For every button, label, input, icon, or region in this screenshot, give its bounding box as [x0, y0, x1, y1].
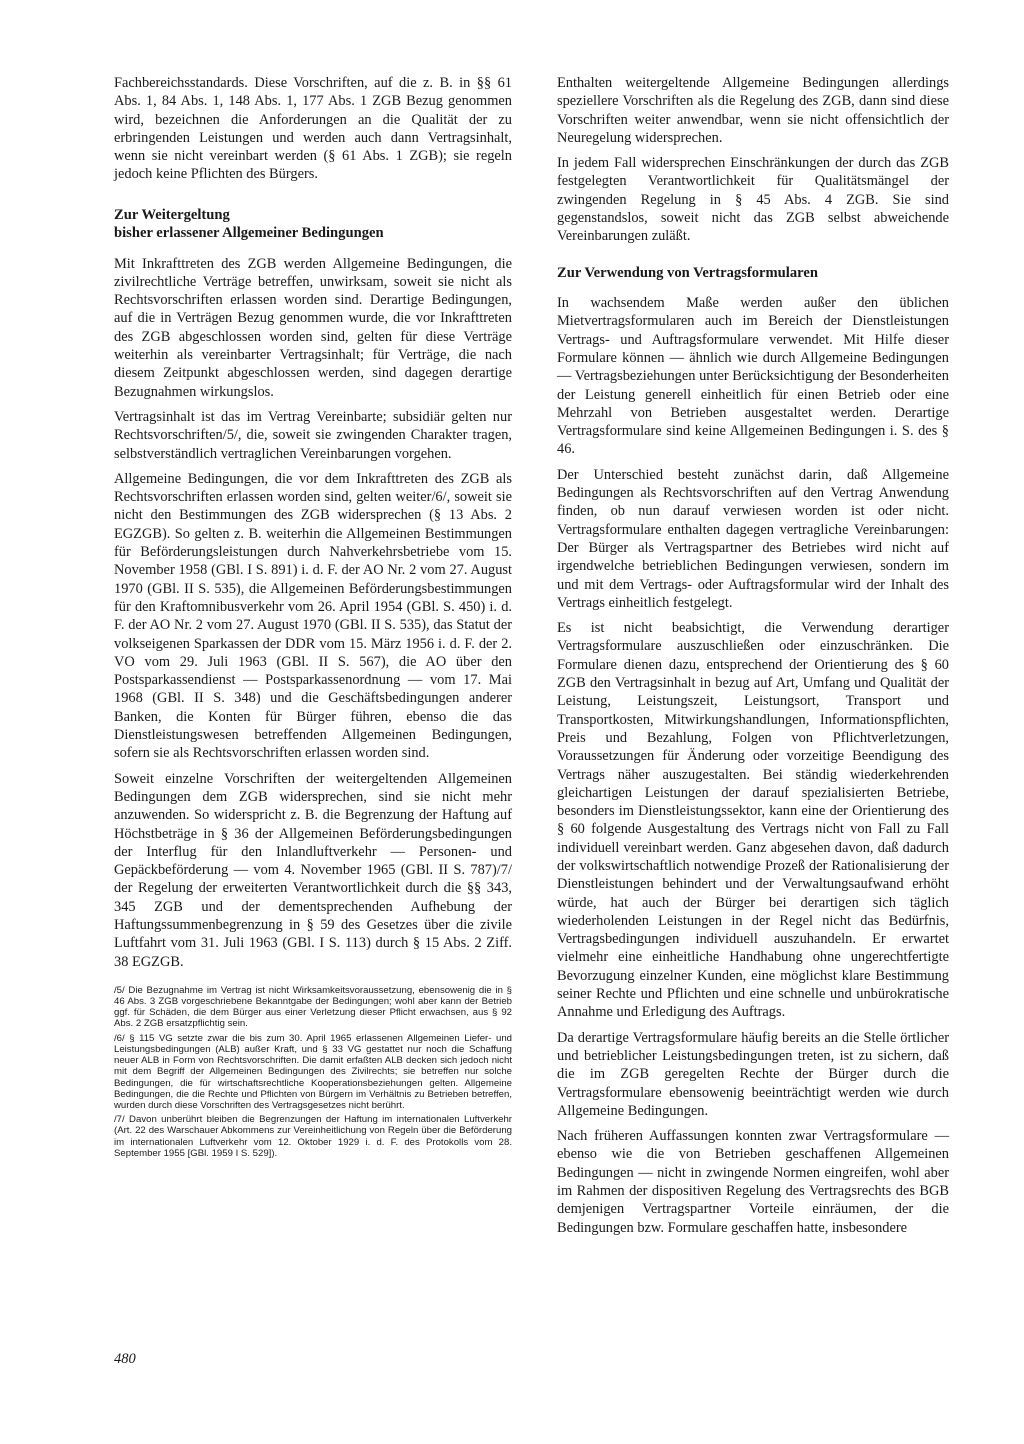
body-paragraph: Mit Inkrafttreten des ZGB werden Allgemeine Bedingungen, die zivilrechtliche Verträge betreffen, unwirksam, soweit sie nicht als Rechtsvorschriften erlassen worden sind. Derartige Bedingungen, auf die in Verträgen Bezug genommen wurde, die vor Inkrafttreten des ZGB abgeschlossen worden sind, gelten für diese Verträge weiterhin als vereinbarter Vertragsinhalt; für Verträge, die nach diesem Zeitpunkt abgeschlossen werden, sind dagegen derartige Bezugnahmen wirkungslos. [114, 255, 512, 400]
footnote-6: /6/ § 115 VG setzte zwar die bis zum 30. April 1965 erlassenen Allgemeinen Liefer- und Leistungsbedingungen (ALB) außer Kraft, und § 33 VG gestattet nur noch die Schaffung neuer ALB in Form von Rechtsvorschriften. Die damit erfaßten ALB decken sich jedoch nicht mit dem Begriff der Allgemeinen Bedingungen des Zivilrechts; sie betreffen nur solche Bedingungen, die für wirtschaftsrechtliche Kooperationsbeziehungen gelten. Allgemeine Bedingungen, die die Rechte und Pflichten von Bürgern im Verhältnis zu Betrieben betreffen, wurden durch diese Vorschriften des Vertragsgesetzes nicht berührt. [114, 1032, 512, 1111]
right-column [557, 74, 949, 1244]
footnote-5: /5/ Die Bezugnahme im Vertrag ist nicht Wirksamkeitsvoraussetzung, ebensowenig die in § 46 Abs. 3 ZGB vorgeschriebene Bekanntgabe der Bedingungen; wohl aber kann der Betrieb ggf. für Schäden, die dem Bürger aus einer Verletzung dieser Pflicht erwachsen, aus § 92 Abs. 2 ZGB ersatzpflichtig sein. [114, 984, 512, 1030]
heading-vertragsformulare: Zur Verwendung von Vertragsformularen [557, 264, 818, 281]
heading-line-2: bisher erlassener Allgemeiner Bedingungen [114, 225, 384, 242]
section-heading-vertragsformulare [557, 264, 949, 282]
body-paragraph: Allgemeine Bedingungen, die vor dem Inkrafttreten des ZGB als Rechtsvorschriften erlassen worden sind, gelten weiter/6/, soweit sie nicht den Bestimmungen des ZGB widersprechen (§ 13 Abs. 2 EGZGB). So gelten z. B. weiterhin die Allgemeinen Bestimmungen für Beförderungsleistungen durch Nahverkehrsbetriebe vom 15. November 1958 (GBl. I S. 891) i. d. F. der AO Nr. 2 vom 27. August 1970 (GBl. II S. 535), die Allgemeinen Beförderungsbestimmungen für den Kraftomnibusverkehr vom 26. April 1954 (GBl. S. 450) i. d. F. der AO Nr. 2 vom 27. August 1970 (GBl. II S. 535), das Statut der volkseigenen Sparkassen der DDR vom 15. März 1956 i. d. F. der 2. VO vom 29. Juli 1963 (GBl. II S. 567), die AO über den Postsparkassendienst — Postsparkassenordnung — vom 17. Mai 1968 (GBl. II S. 348) und die Geschäftsbedingungen anderer Banken, die Konten für Bürger führen, ebenso die das Dienstleistungswesen betreffenden Allgemeinen Bedingungen, sofern sie als Rechtsvorschriften erlassen worden sind. [114, 470, 512, 762]
body-paragraph: Vertragsinhalt ist das im Vertrag Vereinbarte; subsidiär gelten nur Rechtsvorschriften/5/, die, soweit sie zwingenden Charakter tragen, selbstverständlich vertraglichen Vereinbarungen vorgehen. [114, 408, 512, 462]
body-paragraph: Soweit einzelne Vorschriften der weitergeltenden Allgemeinen Bedingungen dem ZGB widersprechen, sind sie nicht mehr anzuwenden. So widerspricht z. B. die Begrenzung der Haftung auf Höchstbeträge in § 36 der Allgemeinen Beförderungsbedingungen der Interflug für den Inlandluftverkehr — Personen- und Gepäckbeförderung — vom 4. November 1965 (GBl. II S. 787)/7/ der Regelung der erweiterten Verantwortlichkeit durch die §§ 343, 345 ZGB und der dementsprechenden Aufhebung der Haftungssummenbegrenzung in § 59 des Gesetzes über die zivile Luftfahrt vom 31. Juli 1963 (GBl. I S. 113) durch § 15 Abs. 2 Ziff. 38 EGZGB. [114, 770, 512, 970]
body-paragraph: Es ist nicht beabsichtigt, die Verwendung derartiger Vertragsformulare auszuschließen oder einzuschränken. Die Formulare dienen dazu, entsprechend der Orientierung des § 60 ZGB den Vertragsinhalt in bezug auf Art, Umfang und Qualität der Leistung, Leistungszeit, Leistungsort, Transport und Transportkosten, Mitwirkungshandlungen, Informationspflichten, Preis und Bezahlung, Folgen von Pflichtverletzungen, Voraussetzungen für Änderung oder vorzeitige Beendigung des Vertrags näher auszugestalten. Bei ständig wiederkehrenden gleichartigen Leistungen der darauf spezialisierten Betriebe, besonders im Dienstleistungssektor, kann eine der Orientierung des § 60 folgende Ausgestaltung des Vertrags nicht von Fall zu Fall individuell vereinbart werden. Ganz abgesehen davon, daß dadurch der volkswirtschaftlich notwendige Prozeß der Rationalisierung der Dienstleistungen behindert und der Verwaltungsaufwand erhöht würde, hat auch der Bürger bei derartigen sich täglich wiederholenden Leistungen in der Regel nicht das Bedürfnis, Vertragsbedingungen individuell auszuhandeln. Er erwartet vielmehr eine einheitliche Handhabung ohne ungerechtfertigte Bevorzugung einzelner Kunden, eine möglichst klare Bestimmung seiner Rechte und Pflichten und eine schnelle und unbürokratische Annahme und Erledigung des Auftrags. [557, 620, 949, 1021]
body-paragraph: In jedem Fall widersprechen Einschränkungen der durch das ZGB festgelegten Verantwortlichkeit für Qualitätsmängel der zwingenden Regelung in § 45 Abs. 4 ZGB. Sie sind gegenstandslos, soweit nicht das ZGB selbst abweichende Vereinbarungen zuläßt. [557, 155, 949, 245]
heading-line-1: Zur Weitergeltung [114, 206, 230, 223]
body-paragraph: Da derartige Vertragsformulare häufig bereits an die Stelle örtlicher und betrieblicher Leistungsbedingungen treten, ist zu sichern, daß die im ZGB geregelten Rechte der Bürger durch die Vertragsformulare ebensowenig beeinträchtigt werden wie durch Allgemeine Bedingungen. [557, 1029, 949, 1119]
body-paragraph: In wachsendem Maße werden außer den üblichen Mietvertragsformularen auch im Bereich der Dienstleistungen Vertrags- und Auftragsformulare verwendet. Mit Hilfe dieser Formulare können — ähnlich wie durch Allgemeine Bedingungen — Vertragsbeziehungen unter Berücksichtigung der Besonderheiten der Leistung generell einheitlich für einen Betrieb oder eine Mehrzahl von Betrieben ausgestaltet werden. Derartige Vertragsformulare sind keine Allgemeinen Bedingungen i. S. des § 46. [557, 295, 949, 458]
footnote-7: /7/ Davon unberührt bleiben die Begrenzungen der Haftung im internationalen Luftverkehr (Art. 22 des Warschauer Abkommens zur Vereinheitlichung von Regeln über die Beförderung im internationalen Luftverkehr vom 12. Oktober 1929 i. d. F. des Protokolls vom 28. September 1955 [GBl. 1959 I S. 529]). [114, 1114, 512, 1159]
body-paragraph: Enthalten weitergeltende Allgemeine Bedingungen allerdings speziellere Vorschriften als die Regelung des ZGB, dann sind diese Vorschriften weiter anwendbar, wenn sie nicht offensichtlich der Neuregelung widersprechen. [557, 75, 949, 146]
page-number: 480 [114, 1351, 136, 1367]
section-heading-weitergeltung [114, 206, 512, 243]
body-paragraph: Nach früheren Auffassungen konnten zwar Vertragsformulare — ebenso wie die von Betrieben geschaffenen Allgemeinen Bedingungen — nicht in zwingende Normen eingreifen, wohl aber im Rahmen der dispositiven Regelung des Vertragsrechts des BGB demjenigen Vertragspartner Vorteile einräumen, der die Bedingungen bzw. Formulare geschaffen hatte, insbesondere [557, 1128, 949, 1236]
left-column [114, 74, 512, 1162]
body-paragraph: Der Unterschied besteht zunächst darin, daß Allgemeine Bedingungen als Rechtsvorschriften auf den Vertrag Anwendung finden, ob nun darauf verwiesen worden ist oder nicht. Vertragsformulare enthalten dagegen vertragliche Vereinbarungen: Der Bürger als Vertragspartner des Betriebes wird nicht auf irgendwelche betrieblichen Bedingungen verwiesen, sondern im und mit dem Vertrags- oder Auftragsformular wird der Inhalt des Vertrags einheitlich festgelegt. [557, 466, 949, 611]
intro-paragraph: Fachbereichsstandards. Diese Vorschriften, auf die z. B. in §§ 61 Abs. 1, 84 Abs. 1, 148 Abs. 1, 177 Abs. 1 ZGB Bezug genommen wird, bezeichnen die Anforderungen an die Qualität der zu erbringenden Leistungen und werden auch dann Vertragsinhalt, wenn sie nicht vereinbart werden (§ 61 Abs. 1 ZGB); sie regeln jedoch keine Pflichten des Bürgers. [114, 75, 512, 183]
footnotes [114, 985, 512, 1159]
